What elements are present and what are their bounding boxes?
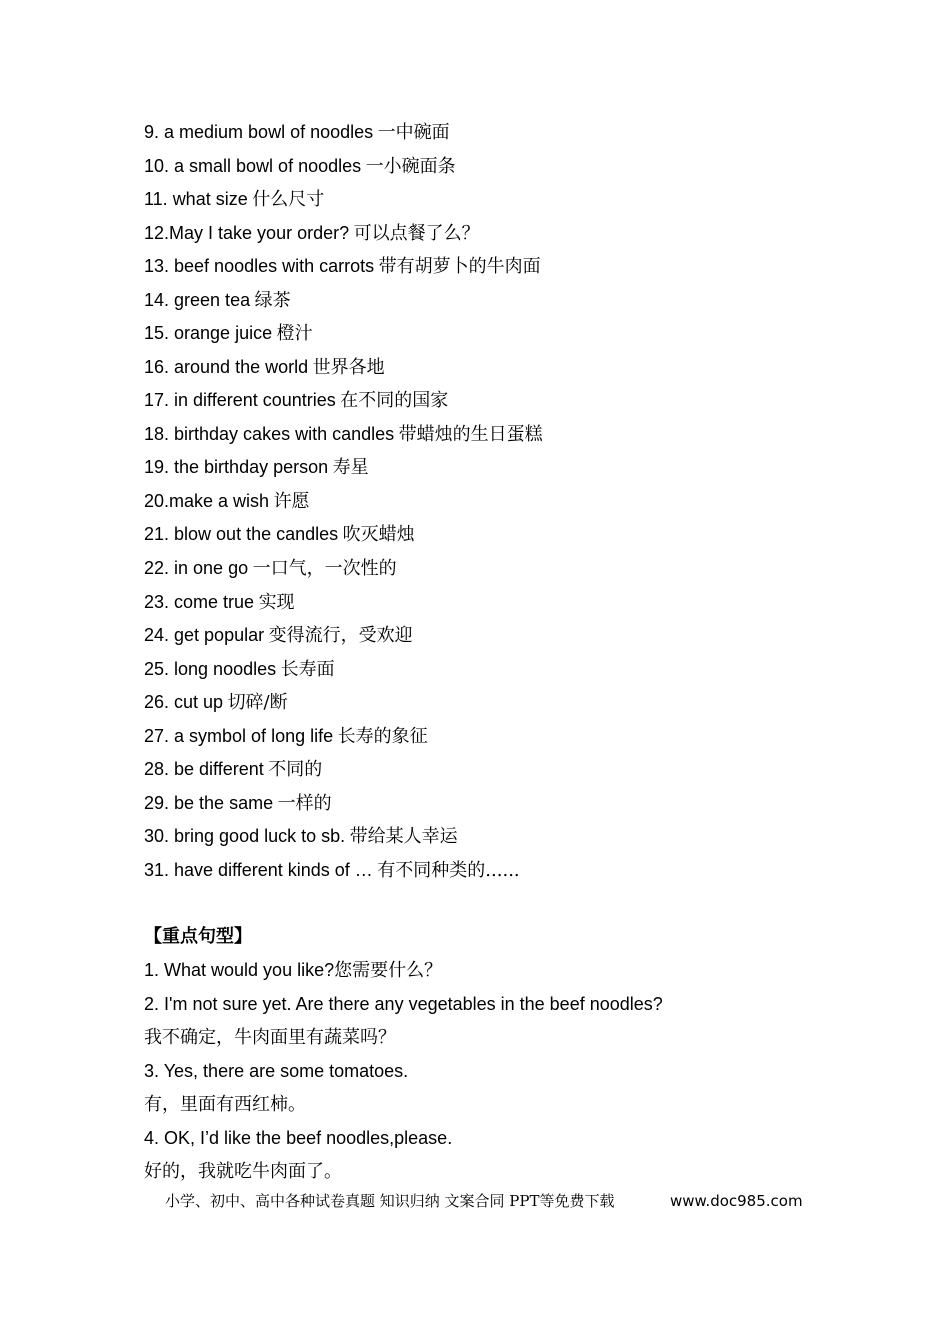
vocab-chinese: 什么尺寸 [252,189,325,210]
vocab-english: 17. in different countries [144,390,336,410]
vocab-item [144,289,291,312]
vocab-english: 31. have different kinds of … [144,860,373,880]
sentence-chinese: 好的，我就吃牛肉面了。 [144,1161,342,1182]
vocab-item [144,255,541,278]
vocab-english: 21. blow out the candles [144,524,339,544]
vocab-english: 19. the birthday person [144,457,329,477]
vocab-item [144,591,295,614]
sentence-english: 2. I'm not sure yet. Are there any vegetables in the beef noodles? [144,994,663,1014]
vocab-english: 14. green tea [144,290,251,310]
vocab-item [144,188,324,211]
sentence-english: 1. What would you like? [144,960,335,980]
vocab-item [144,222,480,245]
vocab-chinese: 切碎/断 [227,692,288,713]
vocab-english: 28. be different [144,759,264,779]
vocab-item [144,691,288,714]
vocab-english: 24. get popular [144,625,265,645]
vocab-english: 30. bring good luck to sb. [144,826,346,846]
vocab-chinese: 一口气，一次性的 [252,558,397,579]
sentence-line [144,959,442,982]
vocab-chinese: 橙汁 [276,323,313,344]
vocab-item [144,792,332,815]
vocab-chinese: 世界各地 [312,357,385,378]
vocab-english: 13. beef noodles with carrots [144,256,375,276]
vocab-item [144,121,450,144]
vocab-item [144,356,385,379]
sentence-chinese: 我不确定，牛肉面里有蔬菜吗？ [144,1027,396,1048]
vocab-item [144,825,458,848]
vocab-item [144,456,369,479]
vocab-chinese: 可以点餐了么？ [353,223,480,244]
vocab-chinese: 变得流行，受欢迎 [268,625,413,646]
vocab-item [144,624,413,647]
sentence-line [144,1127,452,1150]
vocab-chinese: 实现 [258,592,295,613]
vocab-english: 23. come true [144,592,255,612]
sentence-line [144,1093,306,1116]
vocab-chinese: 一小碗面条 [365,156,456,177]
sentence-english: 4. OK, I’d like the beef noodles,please. [144,1128,453,1148]
vocab-item [144,389,448,412]
vocab-english: 27. a symbol of long life [144,726,334,746]
vocab-chinese: 不同的 [268,759,323,780]
vocab-english: 25. long noodles [144,659,277,679]
section-heading: 【重点句型】 [144,926,252,947]
vocab-english: 29. be the same [144,793,274,813]
vocab-english: 12.May I take your order? [144,223,350,243]
vocab-chinese: 寿星 [332,457,369,478]
vocab-english: 15. orange juice [144,323,273,343]
vocab-english: 9. a medium bowl of noodles [144,122,374,142]
vocab-item [144,523,415,546]
vocab-chinese: 一中碗面 [377,122,450,143]
vocab-item [144,758,322,781]
sentence-english: 3. Yes, there are some tomatoes. [144,1061,409,1081]
vocab-item [144,155,456,178]
vocab-chinese: 在不同的国家 [340,390,449,411]
vocab-english: 10. a small bowl of noodles [144,156,362,176]
footer-url: www.doc985.com [670,1192,803,1210]
vocab-chinese: 一样的 [277,793,332,814]
sentence-line [144,1026,396,1049]
vocab-chinese: 带蜡烛的生日蛋糕 [398,424,543,445]
vocab-item [144,557,397,580]
vocab-english: 11. what size [144,189,248,209]
vocab-english: 22. in one go [144,558,249,578]
footer-text: 小学、初中、高中各种试卷真题 知识归纳 文案合同 PPT等免费下载 [165,1192,615,1210]
vocab-chinese: 带有胡萝卜的牛肉面 [378,256,541,277]
vocab-chinese: 吹灭蜡烛 [342,524,415,545]
vocab-chinese: 长寿面 [280,659,335,680]
vocab-item [144,658,335,681]
sentence-line [144,993,663,1016]
vocab-item [144,490,310,513]
vocab-chinese: 绿茶 [254,290,291,311]
vocab-english: 18. birthday cakes with candles [144,424,395,444]
vocab-item [144,859,520,882]
vocab-item [144,322,313,345]
vocab-chinese: 带给某人幸运 [349,826,458,847]
sentence-chinese: 您需要什么？ [334,960,443,981]
vocab-chinese: 许愿 [273,491,310,512]
sentence-line [144,1060,408,1083]
vocab-english: 16. around the world [144,357,309,377]
vocab-english: 20.make a wish [144,491,270,511]
vocab-english: 26. cut up [144,692,224,712]
vocab-chinese: 长寿的象征 [337,726,428,747]
vocab-item [144,725,428,748]
sentence-line [144,1160,342,1183]
vocab-item [144,423,543,446]
vocab-chinese: 有不同种类的...... [377,860,520,881]
sentence-chinese: 有，里面有西红柿。 [144,1094,306,1115]
